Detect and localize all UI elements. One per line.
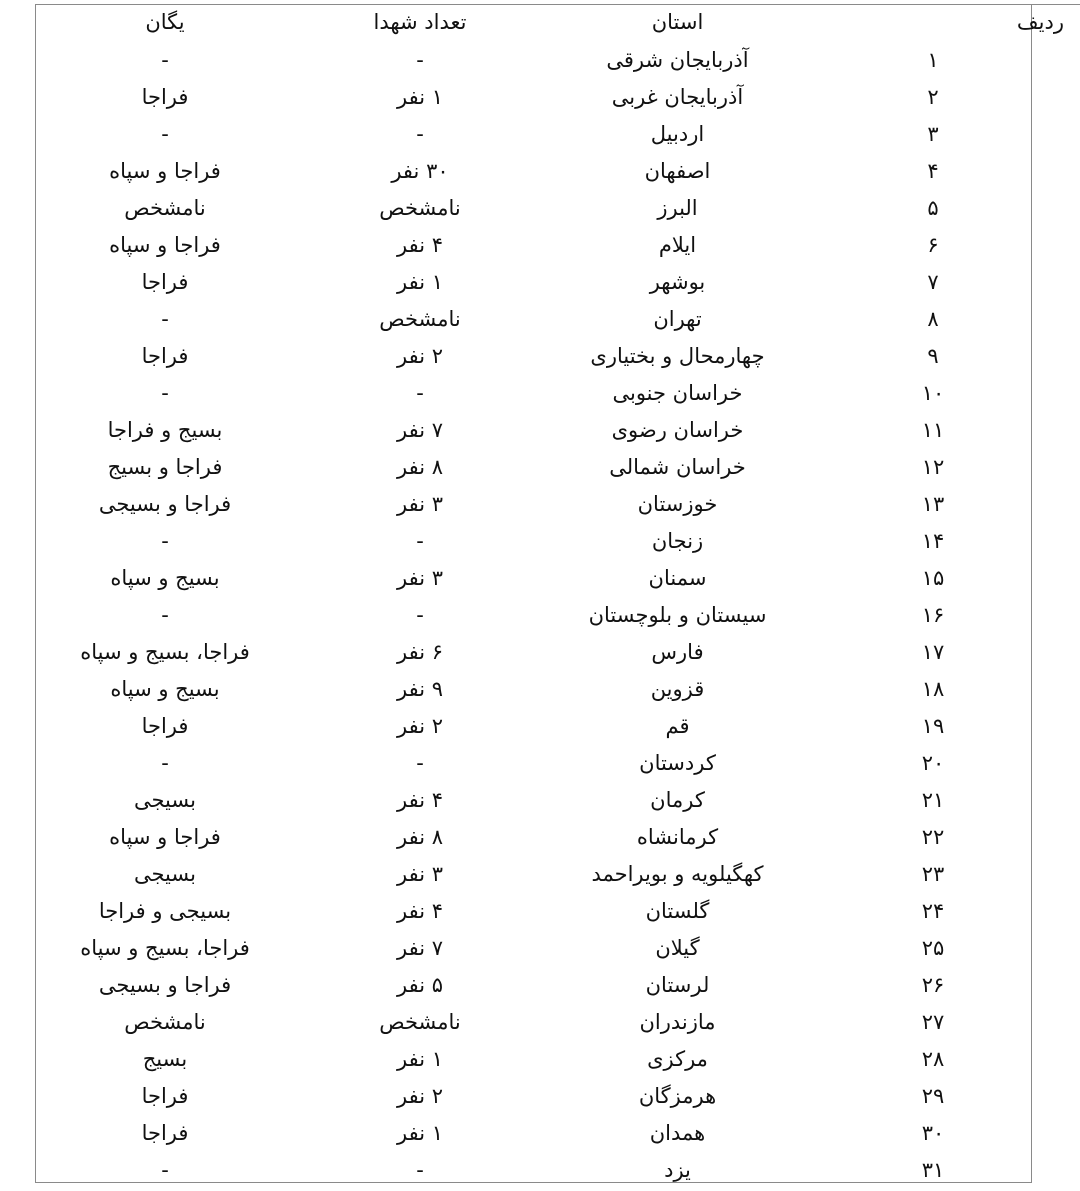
row-rank: ۵ [927,196,939,220]
row-count: ۲ نفر [396,714,443,738]
row-province: گلستان [645,899,710,923]
row-count: ۲ نفر [396,344,443,368]
table-row [0,412,1080,449]
row-province: اصفهان [644,159,711,183]
row-unit: فراجا و سپاه [109,233,221,257]
row-rank: ۳۰ [921,1121,945,1145]
table-row [0,597,1080,634]
row-count: ۸ نفر [396,455,443,479]
table-row [0,671,1080,708]
row-count: ۱ نفر [396,85,443,109]
row-unit: بسیج [142,1047,188,1071]
table-row [0,523,1080,560]
table-row [0,782,1080,819]
row-unit: فراجا [141,1121,189,1145]
row-rank: ۷ [927,270,939,294]
row-count: ۸ نفر [396,825,443,849]
row-count: - [416,603,424,627]
row-unit: بسیج و سپاه [110,566,220,590]
row-province: گیلان [655,936,700,960]
header-unit: یگان [145,10,185,34]
table-row [0,338,1080,375]
table-row [0,116,1080,153]
row-rank: ۱۷ [921,640,945,664]
row-unit: فراجا و بسیج [107,455,223,479]
row-rank: ۲۹ [921,1084,945,1108]
row-count: ۳ نفر [396,492,443,516]
row-count: - [416,529,424,553]
row-unit: - [161,529,169,553]
table-row [0,449,1080,486]
row-province: کردستان [639,751,716,775]
row-unit: نامشخص [124,1010,206,1034]
table-row [0,856,1080,893]
row-unit: فراجا [141,1084,189,1108]
table-row [0,893,1080,930]
row-rank: ۶ [927,233,939,257]
row-rank: ۲۴ [921,899,945,923]
row-province: کهگیلویه و بویراحمد [591,862,764,886]
table-row [0,745,1080,782]
row-unit: - [161,751,169,775]
row-unit: - [161,381,169,405]
row-count: نامشخص [379,307,461,331]
row-province: البرز [657,196,698,220]
row-rank: ۲۶ [921,973,945,997]
row-province: آذربایجان شرقی [606,48,749,72]
table-row [0,1152,1080,1189]
row-province: کرمانشاه [636,825,719,849]
row-count: ۳ نفر [396,566,443,590]
row-rank: ۳ [927,122,939,146]
row-province: خوزستان [637,492,718,516]
row-province: زنجان [651,529,704,553]
row-rank: ۲۷ [921,1010,945,1034]
table-row [0,560,1080,597]
table-row [0,1078,1080,1115]
row-province: بوشهر [649,270,706,294]
table-row [0,264,1080,301]
row-rank: ۴ [927,159,939,183]
table-row [0,42,1080,79]
row-count: - [416,48,424,72]
row-count: نامشخص [379,1010,461,1034]
row-count: ۴ نفر [396,899,443,923]
table-row [0,301,1080,338]
row-rank: ۱۹ [921,714,945,738]
header-province: استان [651,10,704,34]
row-count: - [416,122,424,146]
row-province: خراسان شمالی [609,455,746,479]
row-province: مازندران [639,1010,716,1034]
row-province: قم [665,714,690,738]
row-province: فارس [651,640,704,664]
row-count: ۹ نفر [396,677,443,701]
row-unit: - [161,122,169,146]
row-province: چهارمحال و بختیاری [590,344,765,368]
table-row [0,708,1080,745]
table-row [0,634,1080,671]
row-count: ۳۰ نفر [391,159,449,183]
row-unit: فراجا [141,714,189,738]
row-count: ۱ نفر [396,1047,443,1071]
row-rank: ۱۳ [921,492,945,516]
row-unit: فراجا و سپاه [109,825,221,849]
row-count: - [416,381,424,405]
row-rank: ۱۴ [921,529,945,553]
row-unit: - [161,1158,169,1182]
row-rank: ۲۱ [921,788,945,812]
row-rank: ۲۸ [921,1047,945,1071]
row-province: اردبیل [650,122,705,146]
table-row [0,1004,1080,1041]
table-row [0,967,1080,1004]
row-rank: ۸ [927,307,939,331]
row-count: ۶ نفر [396,640,443,664]
table-row [0,153,1080,190]
row-rank: ۱۰ [921,381,945,405]
row-rank: ۱۱ [921,418,945,442]
table-row [0,79,1080,116]
header-row [0,4,1080,41]
row-rank: ۳۱ [921,1158,945,1182]
row-unit: بسیجی [134,862,196,886]
row-count: ۱ نفر [396,270,443,294]
row-rank: ۲۵ [921,936,945,960]
row-count: ۱ نفر [396,1121,443,1145]
row-rank: ۹ [927,344,939,368]
header-count: تعداد شهدا [373,10,467,34]
table-row [0,1041,1080,1078]
row-unit: فراجا و بسیجی [98,973,232,997]
table-row [0,819,1080,856]
table-row [0,190,1080,227]
row-count: ۴ نفر [396,233,443,257]
row-province: قزوین [650,677,705,701]
table-row [0,227,1080,264]
row-unit: فراجا [141,270,189,294]
row-count: ۴ نفر [396,788,443,812]
row-province: همدان [649,1121,706,1145]
row-unit: فراجا [141,85,189,109]
row-rank: ۱۸ [921,677,945,701]
row-count: - [416,1158,424,1182]
row-unit: فراجا، بسیج و سپاه [80,640,250,664]
row-unit: بسیجی [134,788,196,812]
row-rank: ۲۳ [921,862,945,886]
row-unit: - [161,48,169,72]
row-unit: فراجا، بسیج و سپاه [80,936,250,960]
row-count: ۲ نفر [396,1084,443,1108]
row-province: سیستان و بلوچستان [588,603,767,627]
table-row [0,375,1080,412]
row-province: تهران [653,307,702,331]
row-rank: ۲۲ [921,825,945,849]
row-rank: ۱ [927,48,939,72]
row-unit: نامشخص [124,196,206,220]
row-rank: ۱۶ [921,603,945,627]
row-unit: - [161,307,169,331]
row-province: هرمزگان [638,1084,717,1108]
row-province: خراسان جنوبی [612,381,743,405]
row-province: لرستان [645,973,710,997]
row-rank: ۱۲ [921,455,945,479]
row-rank: ۲۰ [921,751,945,775]
row-province: ایلام [658,233,697,257]
row-unit: فراجا و بسیجی [98,492,232,516]
row-unit: بسیج و سپاه [110,677,220,701]
row-count: ۷ نفر [396,936,443,960]
row-unit: - [161,603,169,627]
table-row [0,486,1080,523]
row-count: ۵ نفر [396,973,443,997]
row-count: ۷ نفر [396,418,443,442]
row-province: خراسان رضوی [611,418,744,442]
row-province: آذربایجان غربی [611,85,744,109]
row-province: کرمان [650,788,705,812]
row-rank: ۲ [927,85,939,109]
header-rank: ردیف [1016,10,1064,34]
table-row [0,930,1080,967]
table-row [0,1115,1080,1152]
row-count: نامشخص [379,196,461,220]
row-rank: ۱۵ [921,566,945,590]
row-unit: فراجا [141,344,189,368]
row-province: سمنان [648,566,707,590]
row-province: یزد [664,1158,691,1182]
row-unit: فراجا و سپاه [109,159,221,183]
row-unit: بسیجی و فراجا [98,899,232,923]
row-count: ۳ نفر [396,862,443,886]
row-count: - [416,751,424,775]
row-province: مرکزی [647,1047,708,1071]
row-unit: بسیج و فراجا [107,418,223,442]
